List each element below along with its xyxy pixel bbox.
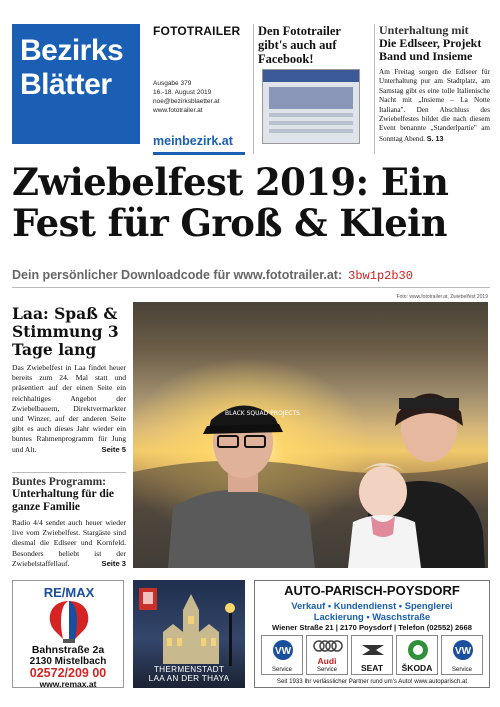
lamp-post-icon (229, 610, 232, 666)
article-second-body (12, 518, 126, 569)
headband-icon (399, 398, 459, 409)
brand-seat-label (352, 662, 392, 674)
download-text: Dein persönlicher Downloadcode für www.fototrailer.at: (12, 268, 343, 282)
remax-city: 2130 Mistelbach (29, 656, 107, 667)
main-headline: Zwiebelfest 2019: Ein Fest für Groß & Klein (12, 160, 449, 245)
auto-services-1: Verkauf • Kundendienst • Spenglerei (291, 600, 453, 611)
facebook-row (269, 113, 353, 117)
events-kicker: Unterhaltung mit (379, 23, 469, 37)
brand-audi-service: Service (316, 666, 337, 673)
brand-seat (351, 635, 393, 675)
auto-address: Wiener Straße 21 | 2170 Poysdorf | Telefon (02552) 2668 (272, 623, 472, 632)
brand-vw-label: Service (271, 666, 292, 673)
brand-audi-label (307, 658, 347, 673)
seat-icon (358, 639, 388, 661)
audi-icon (313, 639, 343, 653)
ad-thermenstadt[interactable] (133, 580, 245, 688)
svg-text:VW: VW (274, 646, 292, 657)
masthead-bar (153, 152, 245, 155)
brand-skoda-name: ŠKODA (401, 662, 433, 673)
facebook-teaser (253, 24, 363, 154)
divider (12, 287, 490, 288)
brand-vw-commercial-label: Service (451, 666, 472, 673)
events-title: Die Edlseer, Projekt Band und Insieme (379, 36, 482, 63)
logo-line1: Bezirks (20, 34, 124, 67)
remax-logo-text: RE/MAX (43, 585, 95, 600)
facebook-screenshot (262, 69, 360, 144)
article-second-kicker: Buntes Programm: (12, 476, 107, 488)
article-main (12, 305, 126, 455)
meinbezirk-link[interactable]: meinbezirk.at (153, 134, 233, 148)
event-photo (133, 302, 488, 568)
facebook-teaser-title: Den Fototrailer gibt's auch auf Facebook! (258, 24, 341, 66)
brand-skoda (396, 635, 438, 675)
remax-web[interactable]: www.remax.at (39, 679, 97, 689)
issue-meta (153, 79, 220, 115)
contact-email[interactable]: noe@bezirksblaetter.at (153, 98, 220, 105)
bezirksblaetter-logo (12, 24, 140, 144)
photo-credit: Foto: www.fototrailer.at, Zwiebelfest 2019 (396, 294, 488, 300)
remax-phone[interactable]: 02572/209 00 (29, 666, 107, 680)
town-caption-line1: THERMENSTADT (153, 665, 225, 674)
brand-vw (261, 635, 303, 675)
photo-illustration (133, 302, 488, 568)
article-main-body (12, 363, 126, 455)
facebook-topbar (263, 70, 359, 82)
article-second (12, 472, 126, 569)
remax-balloon-icon (13, 581, 125, 643)
brand-audi-name: Audi (317, 656, 337, 666)
download-line (12, 268, 492, 283)
article-main-text: Das Zwiebelfest in Laa findet heuer bereits zum 24. Mal statt und präsentiert auf der einen Seite ein reichhaltiges Angebot der Zwiebelbauern, Direktvermarkter und Winzer, auf der anderen Seite gibt es auch dieses Jahr wieder ein buntes Rahmenprogramm für Jung und Alt. (12, 363, 126, 454)
auto-title: AUTO-PARISCH-POYSDORF (284, 583, 460, 598)
masthead-info (153, 24, 245, 152)
download-code: 3bw1p2b30 (348, 269, 413, 283)
events-page-ref: S. 13 (426, 133, 444, 143)
cap-text: BLACK SQUAD PROJECTS (225, 410, 300, 417)
contact-web[interactable]: www.fototrailer.at (153, 107, 203, 114)
town-caption (137, 665, 241, 683)
vw-commercial-icon (448, 639, 478, 661)
article-main-title: Laa: Spaß & Stimmung 3 Tage lang (12, 304, 119, 359)
brand-vw-commercial (441, 635, 483, 675)
events-teaser (374, 24, 490, 154)
svg-text:VW: VW (454, 646, 472, 657)
issue-date: 16.-18. August 2019 (153, 89, 212, 96)
article-second-page-ref: Seite 3 (101, 558, 126, 568)
remax-street: Bahnstraße 2a (31, 644, 105, 656)
article-main-page-ref: Seite 5 (101, 444, 126, 454)
ad-auto-parisch[interactable] (254, 580, 490, 688)
baby-face (359, 466, 407, 518)
facebook-cover (269, 87, 353, 109)
article-second-text: Radio 4/4 sendet auch heuer wieder live vom Zwiebelfest. Stargäste sind diesmal die Edlseer und Kornfeld. Besonders beliebt ist der Zwiebelstaffellauf. (12, 518, 126, 568)
auto-footer: Seit 1933 Ihr verlässlicher Partner rund um's Auto! www.autoparisch.at (276, 678, 468, 685)
brand-skoda-label (397, 662, 437, 674)
town-hall-icon (163, 594, 219, 664)
facebook-row (269, 129, 353, 133)
skoda-icon (403, 639, 433, 661)
logo-line2: Blätter (20, 68, 112, 101)
section-title: FOTOTRAILER (153, 24, 241, 38)
events-text: Am Freitag sorgen die Edlseer für Unterhaltung pur am Stadtplatz, am Samstag gibt es eine tolle Italienische Nacht mit „Insieme – La Notte Italiana". Den Abschluss des Zwiebelfestes bildet die nach diesem Event benannte „Standerlpartie" am Sonntag Abend. (379, 68, 490, 143)
town-caption-line2: LAA AN DER THAYA (148, 674, 230, 683)
ad-remax[interactable] (12, 580, 124, 688)
facebook-row (269, 121, 353, 125)
vw-icon (268, 639, 298, 661)
brand-seat-name: SEAT (360, 662, 384, 673)
auto-services-2: Lackierung • Waschstraße (313, 611, 431, 622)
events-body (379, 68, 490, 144)
brand-audi (306, 635, 348, 675)
issue-number: Ausgabe 379 (153, 80, 192, 87)
brand-logos (261, 635, 483, 675)
article-second-title: Unterhaltung für die ganze Familie (12, 488, 115, 513)
